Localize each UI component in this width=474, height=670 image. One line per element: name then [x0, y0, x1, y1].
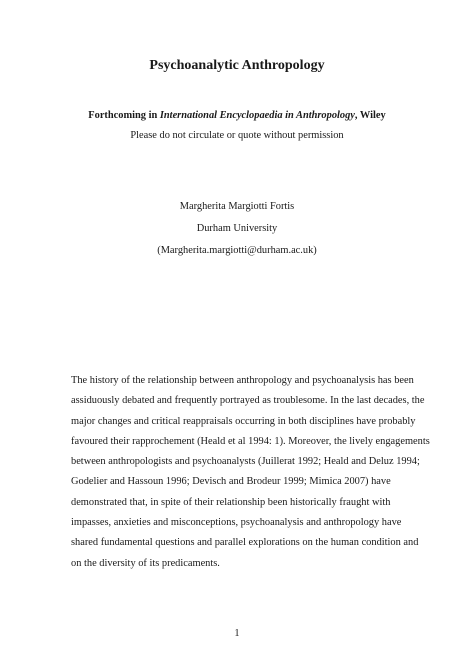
author-name: Margherita Margiotti Fortis: [179, 201, 295, 212]
body-line: Godelier and Hassoun 1996; Devisch and Brodeur 1999; Mimica 2007) have: [71, 476, 391, 488]
body-line: shared fundamental questions and parallel explorations on the human condition and: [71, 537, 419, 549]
publication-prefix: Forthcoming in: [88, 110, 160, 121]
author-block: [0, 196, 474, 262]
page-number: 1: [234, 628, 240, 639]
circulation-notice: Please do not circulate or quote without permission: [130, 130, 344, 141]
body-line: on the diversity of its predicaments.: [71, 557, 220, 569]
publication-venue: International Encyclopaedia in Anthropology: [159, 110, 355, 121]
body-line: The history of the relationship between anthropology and psychoanalysis has been: [71, 375, 414, 386]
body-line: between anthropologists and psychoanalysts (Juillerat 1992; Heald and Deluz 1994;: [71, 456, 420, 468]
body-line: assiduously debated and frequently portrayed as troublesome. In the last decades, the: [71, 395, 425, 407]
author-email: (Margherita.margiotti@durham.ac.uk): [157, 245, 317, 256]
publication-note: [0, 110, 474, 121]
body-line: major changes and critical reappraisals occurring in both disciplines have probably: [71, 415, 416, 427]
publication-suffix: , Wiley: [354, 110, 386, 121]
body-line: favoured their rapprochement (Heald et al 1994: 1). Moreover, the lively engagements: [71, 435, 430, 447]
body-line: impasses, anxieties and misconceptions, psychoanalysis and anthropology have: [71, 517, 402, 529]
body-line: demonstrated that, in spite of their relationship been historically fraught with: [71, 496, 391, 508]
page-title: Psychoanalytic Anthropology: [149, 58, 325, 73]
author-affiliation: Durham University: [196, 223, 278, 234]
body-paragraph: [71, 371, 430, 574]
